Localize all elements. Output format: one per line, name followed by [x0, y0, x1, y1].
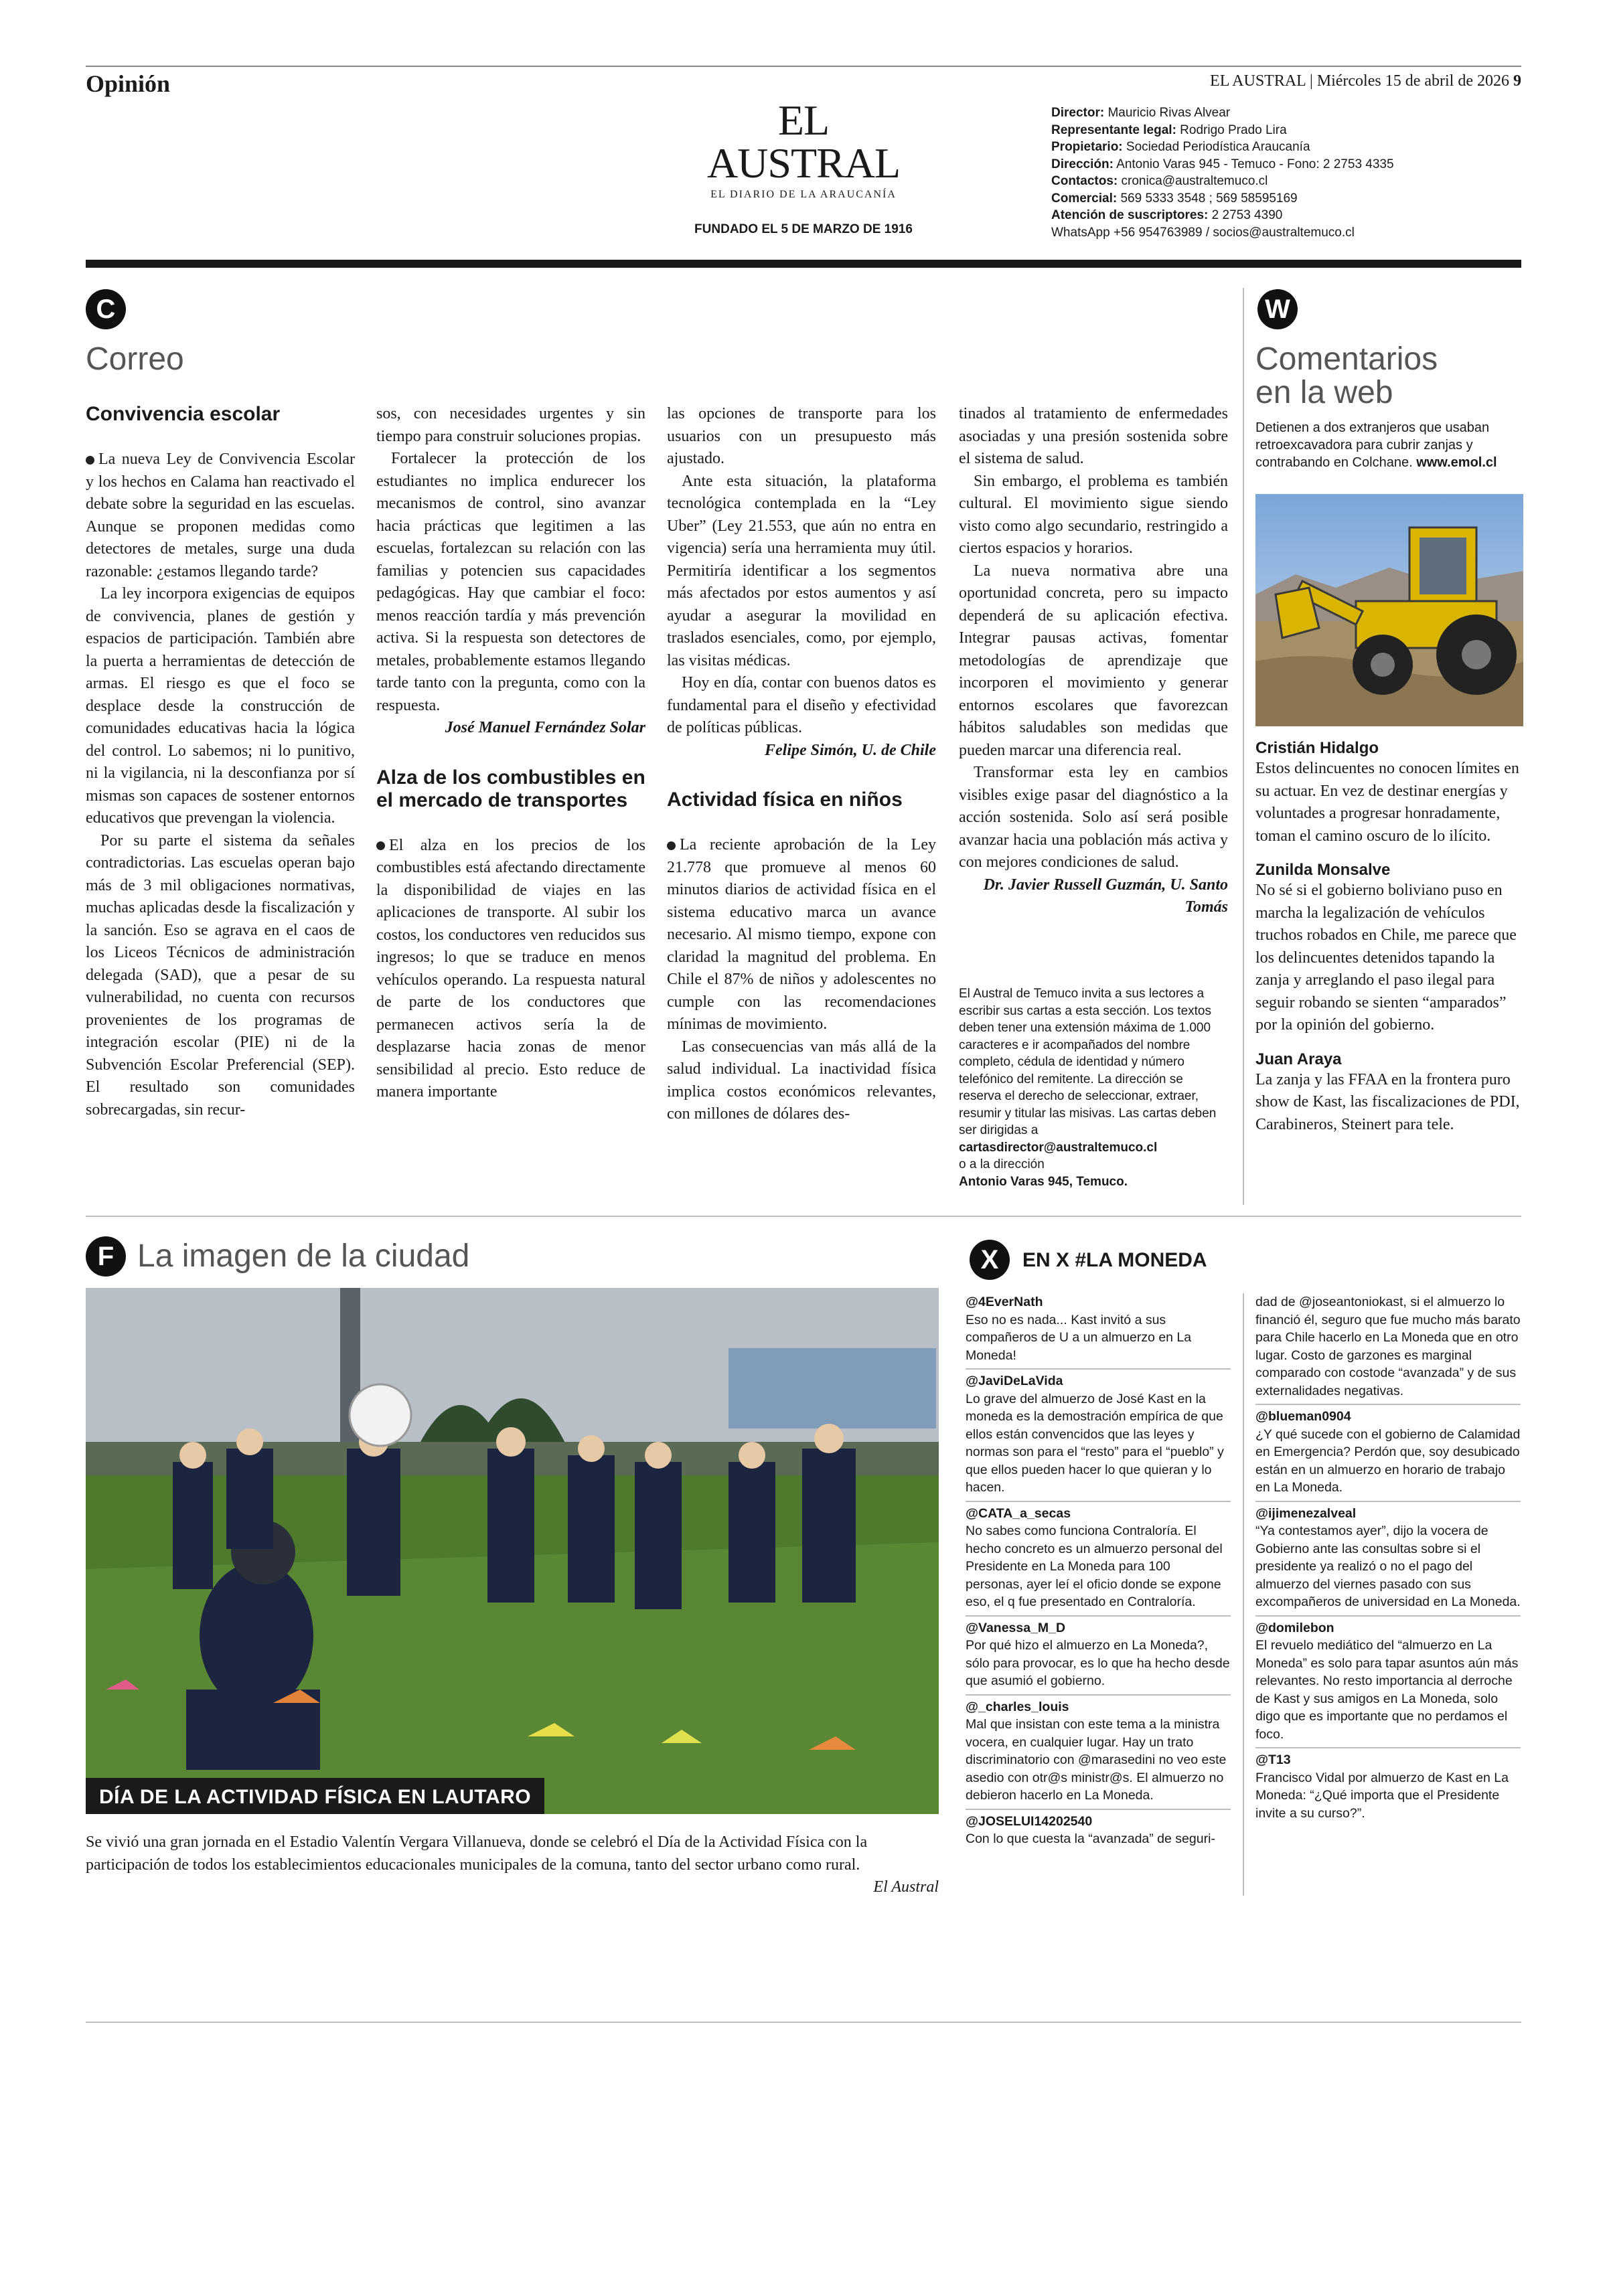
paragraph: tinados al tratamiento de enfermedades asociadas y una presión sostenida sobre el sistema de salud. [959, 405, 1228, 467]
page-number: 9 [1513, 72, 1521, 90]
city-photo [86, 1288, 939, 1814]
x-column-1 [966, 1293, 1231, 1848]
tweet [966, 1505, 1231, 1611]
tweet-handle[interactable]: @Vanessa_M_D [966, 1620, 1066, 1635]
date: Miércoles 15 de abril de 2026 [1316, 72, 1509, 90]
credit-line: Propietario: Sociedad Periodística Araucanía [1051, 140, 1310, 154]
comment-text: La zanja y las FFAA en la frontera puro show de Kast, las fiscalizaciones de PDI, Carabineros, Steinert para tele. [1255, 1070, 1520, 1133]
headline: Convivencia escolar [86, 403, 281, 425]
bottom-rule [86, 2022, 1521, 2023]
masthead-tagline: EL DIARIO DE LA ARAUCANÍA [710, 189, 897, 200]
paragraph: Hoy en día, contar con buenos datos es fundamental para el diseño y efectividad de políticas públicas. [667, 674, 936, 736]
bullet-icon [376, 841, 385, 850]
comment-author: Juan Araya [1255, 1050, 1342, 1068]
tweet-text: dad de @joseantoniokast, si el almuerzo lo financió él, seguro que fue mucho más barato para Chile hacerlo en La Moneda que en otro lugar. Costo de garzones es marginal comparado con costode “avanzada” y de sus externalidades negativas. [1255, 1295, 1521, 1398]
credits [1051, 104, 1394, 241]
paragraph: Ante esta situación, la plataforma tecnológica contemplada en la “Ley Uber” (Ley 21.553, que aún no entra en vigencia) sería una herramienta muy útil. Permitiría identificar a los segmentos más afectados por estos aumentos y así ayudar a asegurar la movilidad en traslados esenciales, como, por ejemplo, las visitas médicas. [667, 472, 936, 669]
letter-convivencia-cont [376, 403, 645, 1104]
tweet-handle[interactable]: @T13 [1255, 1752, 1291, 1767]
backhoe-photo [1255, 494, 1523, 726]
x-title: EN X #LA MONEDA [1022, 1249, 1207, 1271]
correo-title: Correo [86, 341, 184, 377]
signature: José Manuel Fernández Solar [445, 719, 645, 736]
paragraph: Fortalecer la protección de los estudiantes no implica endurecer los mecanismos de control, sino avanzar hacia prácticas que legitimen a las escuelas, fortalezcan su relación con las familias y potencien sus capacidades pedagógicas. Hay que cambiar el foco: menos reacción tardía y más prevención activa. Si la respuesta son detectores de metales, probablemente estamos llegando tarde tanto con la pregunta, como con la respuesta. [376, 450, 645, 714]
comment-author: Zunilda Monsalve [1255, 861, 1391, 879]
signature: Felipe Simón, U. de Chile [764, 741, 936, 759]
ciudad-badge: F [86, 1236, 126, 1277]
paragraph: La ley incorpora exigencias de equipos de convivencia, planes de gestión y espacios de participación. También abre la puerta a herramientas de detección de armas. El riesgo es que el foco se desplace desde la construcción de comunidades educativas hacia la lógica del control. Lo sabemos; ni lo punitivo, ni la vigilancia, ni la desconfianza por sí mismas son capaces de sostener entornos educativos que prevengan la violencia. [86, 585, 355, 827]
note-or: o a la dirección [959, 1157, 1045, 1171]
tweet [966, 1813, 1231, 1848]
photo-caption: DÍA DE LA ACTIVIDAD FÍSICA EN LAUTARO [86, 1778, 544, 1814]
header-rule [86, 260, 1521, 268]
tweet-handle[interactable]: @blueman0904 [1255, 1409, 1351, 1424]
tweet [1255, 1505, 1521, 1611]
note-email[interactable]: cartasdirector@australtemuco.cl [959, 1140, 1158, 1155]
tweet-text: “Ya contestamos ayer”, dijo la vocera de Gobierno ante las consultas sobre si el presidente ya realizó o no el pago del almuerzo del viernes pasado con sus excompañeros de universidad en La Moneda. [1255, 1524, 1521, 1609]
signature: Dr. Javier Russell Guzmán, U. Santo Tomás [983, 876, 1228, 916]
credit-line: Dirección: Antonio Varas 945 - Temuco - Fono: 2 2753 4335 [1051, 157, 1394, 171]
bullet-icon [667, 841, 676, 850]
comment-text: No sé si el gobierno boliviano puso en marcha la legalización de vehículos truchos robados en Chile, me parece que los delincuentes detenidos tapando la zanja y arreglando el paso ilegal para seguir robando se sienten “amparados” por la opinión del gobierno. [1255, 882, 1517, 1034]
web-link[interactable]: www.emol.cl [1416, 455, 1497, 470]
letter-convivencia [86, 403, 355, 1121]
letter-actividad-cont [959, 403, 1228, 931]
tweet-handle[interactable]: @JOSELUI14202540 [966, 1813, 1093, 1829]
note-address: Antonio Varas 945, Temuco. [959, 1174, 1128, 1189]
web-comments [1255, 739, 1523, 1136]
paragraph: las opciones de transporte para los usuarios con un presupuesto más ajustado. [667, 405, 936, 467]
headline: Alza de los combustibles en el mercado de transportes [376, 766, 645, 811]
tweet [966, 1619, 1231, 1690]
paragraph: Por su parte el sistema da señales contradictorias. Las escuelas operan bajo más de 3 mil obligaciones normativas, muchas aplicadas desde la fiscalización y la sanción. Eso se agrava en el caos de los Liceos Técnicos de administración delegada (SAD), que a pesar de su vulnerabilidad, no cuenta con recursos provenientes de los programas de integración escolar (PIE) ni de la Subvención Escolar Preferencial (SEP). El resultado son comunidades sobrecargadas, sin recur- [86, 831, 355, 1119]
tweet [966, 1698, 1231, 1805]
paragraph: Sin embargo, el problema es también cultural. El movimiento sigue siendo visto como algo secundario, restringido a ciertos espacios y horarios. [959, 472, 1228, 557]
section-rule [86, 1216, 1521, 1217]
tweet-text: ¿Y qué sucede con el gobierno de Calamidad en Emergencia? Perdón que, soy desubicado están en un almuerzo en horario de trabajo en La Moneda. [1255, 1426, 1521, 1495]
tweet [1255, 1751, 1521, 1822]
column-divider [1243, 288, 1244, 1205]
paragraph: La nueva Ley de Convivencia Escolar y los hechos en Calama han reactivado el debate sobre la seguridad en las escuelas. Aunque se proponen medidas como detectores de metales, surge una duda razonable: ¿estamos llegando tarde? [86, 450, 355, 580]
dateline: EL AUSTRAL | Miércoles 15 de abril de 2026 9 [1210, 72, 1521, 90]
note-text: El Austral de Temuco invita a sus lectores a escribir sus cartas a esta sección. Los textos deben tener una extensión máxima de 1.000 caracteres e ir acompañados del nombre completo, cédula de identidad y número telefónico del remitente. La dirección se reserva el derecho de seleccionar, extraer, resumir y titular las misivas. Las cartas deben ser dirigidas a [959, 987, 1217, 1137]
x-badge: X [970, 1240, 1010, 1280]
paragraph: La nueva normativa abre una oportunidad concreta, pero su impacto dependerá de su aplicación efectiva. Integrar pausas activas, fomentar metodologías de aprendizaje que incorporen el movimiento y generar entornos escolares que favorezcan hábitos saludables son medidas que pueden marcar una diferencia real. [959, 562, 1228, 759]
letters-note [959, 985, 1228, 1190]
web-title: Comentarios en la web [1255, 341, 1438, 410]
correo-badge: C [86, 289, 126, 329]
tweet-text: El revuelo mediático del “almuerzo en La Moneda” es solo para tapar asuntos aún más relevantes. No resto importancia al derroche de Kast y sus amigos en La Moneda, solo digo que es importante que no perdamos el foco. [1255, 1638, 1519, 1742]
tweet-text: No sabes como funciona Contraloría. El hecho concreto es un almuerzo personal del Presidente en La Moneda para 100 personas, ayer leí el oficio donde se expone eso, el q fue presentado en Contraloría. [966, 1524, 1223, 1609]
credit-line: Director: Mauricio Rivas Alvear [1051, 106, 1231, 120]
paragraph: sos, con necesidades urgentes y sin tiempo para construir soluciones propias. [376, 405, 645, 445]
bullet-icon [86, 456, 94, 465]
paragraph: Las consecuencias van más allá de la salud individual. La inactividad física implica costos económicos relevantes, con millones de dólares des- [667, 1038, 936, 1123]
column-divider [1243, 1293, 1244, 1896]
tweet-text: Con lo que cuesta la “avanzada” de seguri- [966, 1831, 1215, 1846]
credit-line: Comercial: 569 5333 3548 ; 569 58595169 [1051, 191, 1298, 206]
letter-combustibles-cont [667, 403, 936, 1126]
headline: Actividad física en niños [667, 789, 903, 811]
web-intro: Detienen a dos extranjeros que usaban retroexcavadora para cubrir zanjas y contrabando en Colchane. www.emol.cl [1255, 420, 1497, 470]
credit-line: WhatsApp +56 954763989 / socios@australtemuco.cl [1051, 225, 1355, 240]
tweet-text: Lo grave del almuerzo de José Kast en la moneda es la demostración empírica de que ellos están convencidos que las leyes y normas son para el “resto” para el “pueblo” y que ellos pueden hacer lo que quieran y lo hacen. [966, 1391, 1224, 1495]
tweet [1255, 1293, 1521, 1400]
tweet [966, 1372, 1231, 1497]
tweet-handle[interactable]: @_charles_louis [966, 1699, 1069, 1714]
x-column-2 [1255, 1293, 1521, 1822]
credit-line: Representante legal: Rodrigo Prado Lira [1051, 122, 1287, 137]
comment-author: Cristián Hidalgo [1255, 739, 1379, 757]
tweet [966, 1293, 1231, 1364]
comment-text: Estos delincuentes no conocen límites en su actuar. En vez de destinar energías y voluntades a progresar honradamente, toman el camino oscuro de lo ilícito. [1255, 760, 1519, 845]
tweet-text: Mal que insistan con este tema a la ministra vocera, en cualquier lugar. Hay un trato discriminatorio con @marasedini no veo este asedio con otr@s ministr@s. El almuerzo no debieron hacerlo en La Moneda. [966, 1717, 1227, 1803]
paper-name: EL AUSTRAL [1210, 72, 1306, 90]
credit-line: Atención de suscriptores: 2 2753 4390 [1051, 208, 1283, 222]
ciudad-title: La imagen de la ciudad [137, 1238, 470, 1274]
tweet-handle[interactable]: @CATA_a_secas [966, 1505, 1071, 1521]
tweet-handle[interactable]: @4EverNath [966, 1295, 1043, 1309]
tweet-text: Por qué hizo el almuerzo en La Moneda?, sólo para provocar, es lo que ha hecho desde que asumió el gobierno. [966, 1638, 1230, 1688]
section-title: Opinión [86, 70, 171, 97]
photo-credit: El Austral [873, 1878, 939, 1896]
paragraph: Transformar esta ley en cambios visibles exige pasar del diagnóstico a la acción sostenida. Solo así será posible avanzar hacia una población más activa y con mejores condiciones de salud. [959, 764, 1228, 871]
credit-line: Contactos: cronica@australtemuco.cl [1051, 174, 1268, 188]
paragraph: El alza en los precios de los combustibles está afectando directamente la disponibilidad de viajes en las aplicaciones de transporte. Al subir los costos, los conductores ven reducidos sus ingresos; lo que se traduce en menos vehículos operando. La respuesta natural de parte de los conductores que permanecen activos sería la de desplazarse hacia zonas de menor sensibilidad al precio. Esto reduce de manera importante [376, 836, 645, 1100]
masthead [690, 96, 917, 237]
tweet [1255, 1408, 1521, 1497]
tweet-text: Francisco Vidal por almuerzo de Kast en La Moneda: “¿Qué importa que el Presidente invite a su curso?”. [1255, 1770, 1509, 1821]
top-rule [86, 66, 1521, 67]
tweet-handle[interactable]: @JaviDeLaVida [966, 1374, 1063, 1388]
tweet-text: Eso no es nada... Kast invitó a sus compañeros de U a un almuerzo en La Moneda! [966, 1312, 1192, 1363]
masthead-title: EL AUSTRAL [706, 96, 901, 187]
tweet [1255, 1619, 1521, 1744]
tweet-handle[interactable]: @domilebon [1255, 1620, 1334, 1635]
tweet-handle[interactable]: @ijimenezalveal [1255, 1505, 1357, 1521]
web-badge: W [1257, 289, 1298, 329]
paragraph: La reciente aprobación de la Ley 21.778 que promueve al menos 60 minutos diarios de actividad física en el sistema educativo marca un avance necesario. Al mismo tiempo, expone con claridad la magnitud del problema. En Chile el 87% de niños y adolescentes no cumple con las recomendaciones mínimas de movimiento. [667, 836, 936, 1033]
city-photo-text: Se vivió una gran jornada en el Estadio Valentín Vergara Villanueva, donde se celebró el Día de la Actividad Física con la participación de todos los establecimientos educacionales municipales de la comuna, tanto del sector urbano como rural. El Austral [86, 1831, 939, 1899]
founded-line: FUNDADO EL 5 DE MARZO DE 1916 [694, 222, 913, 236]
